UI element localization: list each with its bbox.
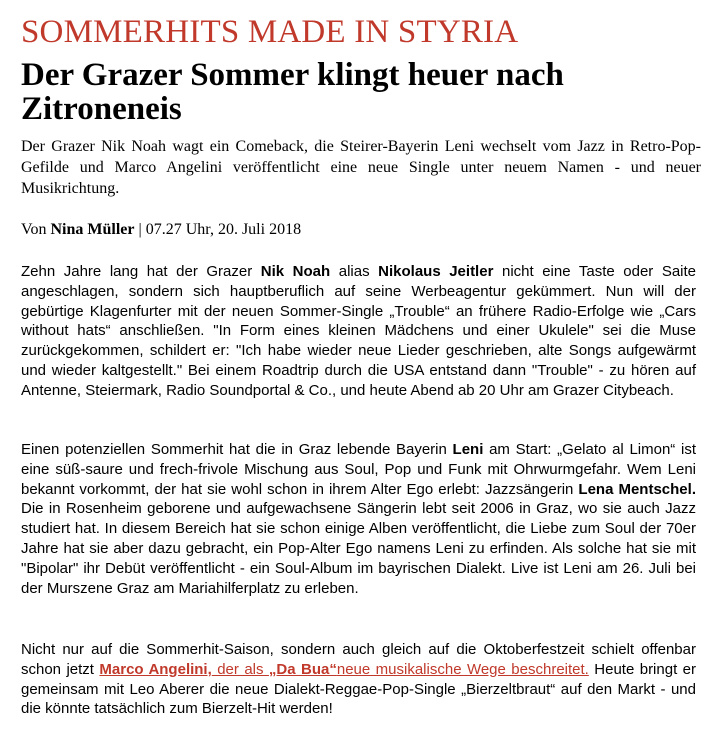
text: alias bbox=[330, 263, 379, 280]
name-nik-noah: Nik Noah bbox=[260, 263, 331, 280]
text: nicht eine Taste oder Saite angeschlagen, sondern sich hauptberuflich auf seine Werbeagentur gekümmert. Nun will der gebürtige Klagenfurter mit der neuen Sommer-Single „Trouble“ an frühere Radio-Erfolge wie „Cars without hats“ anschließen. "In Form eines kleinen Mädchens und einer Ukulele" sei die Muse zurückgekommen, schildert er: "Ich habe wieder neue Lieder geschrieben, alte Songs aufgewärmt und wieder kaltgestellt." Bei einem Roadtrip durch die USA entstand dann "Trouble" - zu hören auf Antenne, Steiermark, Radio Soundportal & Co., und heute Abend ab 20 Uhr am Grazer Citybeach. bbox=[21, 263, 697, 399]
body-paragraph-2 bbox=[21, 440, 696, 598]
text: am Start: „Gelato al Limon“ ist eine süß-saure und frech-frivole Mischung aus Soul, Pop und Funk mit Ohrwurmgefahr. Wem Leni bekannt vorkommt, der hat sie wohl schon in ihrem Alter Ego erlebt: Jazzsängerin bbox=[21, 441, 696, 498]
link-text: neue musikalische Wege beschreitet. bbox=[336, 660, 589, 678]
text: Nicht nur auf die Sommerhit-Saison, sondern auch gleich auf die Oktoberfestzeit schielt offenbar schon jetzt bbox=[21, 641, 696, 678]
headline: Der Grazer Sommer klingt heuer nach Zitroneneis bbox=[21, 57, 564, 127]
body-paragraph-1 bbox=[21, 262, 696, 401]
lead-paragraph: Der Grazer Nik Noah wagt ein Comeback, die Steirer-Bayerin Leni wechselt vom Jazz in Retro-Pop-Gefilde und Marco Angelini veröffentlicht eine neue Single unter neuem Namen - und neuer Musikrichtung. bbox=[21, 138, 701, 197]
byline-prefix: Von bbox=[21, 221, 51, 238]
body-paragraph-3 bbox=[21, 640, 696, 719]
author-name: Nina Müller bbox=[50, 221, 135, 238]
link-text: der als bbox=[211, 660, 269, 678]
name-lena-mentschel: Lena Mentschel. bbox=[578, 480, 696, 498]
byline-date: | 07.27 Uhr, 20. Juli 2018 bbox=[134, 221, 302, 238]
name-nikolaus-jeitler: Nikolaus Jeitler bbox=[378, 263, 494, 280]
marco-angelini-link[interactable] bbox=[99, 661, 588, 678]
kicker-title: SOMMERHITS MADE IN STYRIA bbox=[21, 14, 519, 50]
text: Einen potenziellen Sommerhit hat die in Graz lebende Bayerin bbox=[21, 441, 453, 458]
byline bbox=[21, 219, 301, 240]
text: Die in Rosenheim geborene und aufgewachsene Sängerin lebt seit 2006 in Graz, wo sie auch Jazz studiert hat. In diesem Bereich hat sie schon einige Alben veröffentlicht, die Liebe zum Soul der 70er Jahre hat sie aber dazu gebracht, ein Pop-Alter Ego namens Leni zu erfinden. Als solche hat sie mit "Bipolar" ihr Debüt veröffentlicht - ein Soul-Album im bayrischen Dialekt. Live ist Leni am 26. Juli bei der Murszene Graz am Mariahilferplatz zu erleben. bbox=[21, 500, 696, 597]
link-name: Marco Angelini, bbox=[99, 660, 212, 678]
text: Heute bringt er gemeinsam mit Leo Aberer die neue Dialekt-Reggae-Pop-Single „Bierzeltbraut“ auf den Markt - und die könnte tatsächlich zum Bierzelt-Hit werden! bbox=[21, 660, 697, 718]
text: Zehn Jahre lang hat der Grazer bbox=[21, 263, 261, 280]
link-alias: „Da Bua“ bbox=[268, 660, 337, 678]
name-leni: Leni bbox=[452, 441, 484, 458]
